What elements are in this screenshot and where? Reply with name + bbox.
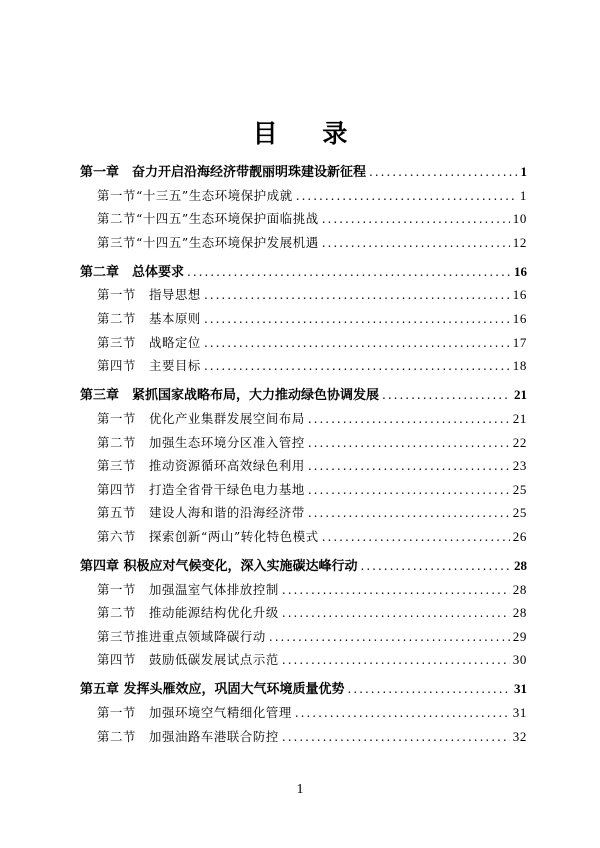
toc-entry-label: 第三节“十四五”生态环境保护发展机遇 [97,234,319,250]
dot-leader [296,185,517,209]
dot-leader [282,602,510,626]
page-title: 目 录 [252,119,366,148]
table-of-contents [80,160,527,748]
toc-section-3-1[interactable] [80,407,527,431]
toc-entry-label: 第六节 探索创新“两山”转化特色模式 [97,528,319,544]
toc-entry-label: 第三节推进重点领域降碳行动 [97,628,266,644]
toc-page-number: 10 [512,211,527,227]
toc-entry-label: 第四节 打造全省骨干绿色电力基地 [97,481,305,497]
toc-section-1-3[interactable] [80,231,527,255]
toc-chapter-4[interactable] [80,554,527,578]
dot-leader [269,626,510,650]
toc-section-2-4[interactable] [80,354,527,378]
toc-section-4-3[interactable] [80,625,527,649]
toc-section-2-1[interactable] [80,283,527,307]
toc-chapter-2[interactable] [80,260,527,284]
toc-page-number: 26 [512,528,527,544]
toc-entry-label: 第二节“十四五”生态环境保护面临挑战 [97,211,319,227]
toc-section-3-6[interactable] [80,525,527,549]
dot-leader [204,332,510,356]
toc-section-5-2[interactable] [80,725,527,749]
toc-page-number: 31 [514,681,527,697]
toc-page-number: 21 [512,410,527,426]
toc-entry-label: 第一节 加强环境空气精细化管理 [97,705,292,721]
toc-page-number: 32 [512,728,527,744]
toc-section-2-3[interactable] [80,331,527,355]
toc-section-3-4[interactable] [80,478,527,502]
toc-entry-label: 第三章 紧抓国家战略布局，大力推动绿色协调发展 [80,388,380,404]
toc-section-3-5[interactable] [80,501,527,525]
toc-section-4-4[interactable] [80,648,527,672]
toc-entry-label: 第三节 战略定位 [97,334,201,350]
dot-leader [308,408,510,432]
toc-page-number: 16 [512,311,527,327]
toc-page-number: 1 [520,164,527,179]
toc-entry-label: 第二节 推动能源结构优化升级 [97,605,279,621]
toc-entry-label: 第一节 指导思想 [97,287,201,303]
toc-page-number: 21 [514,387,527,403]
dot-leader [322,232,510,256]
toc-entry-label: 第二节 基本原则 [97,311,201,327]
toc-entry-label: 第二章 总体要求 [80,264,185,280]
dot-leader [382,384,511,408]
dot-leader [308,502,510,526]
toc-page-number: 17 [512,334,527,350]
toc-section-1-2[interactable] [80,207,527,231]
toc-entry-label: 第三节 推动资源循环高效绿色利用 [97,458,305,474]
toc-entry-label: 第四节 鼓励低碳发展试点示范 [97,652,279,668]
toc-page-number: 16 [514,263,527,279]
toc-page-number: 28 [512,581,527,597]
toc-page-number: 31 [512,705,527,721]
dot-leader [295,702,510,726]
dot-leader [322,208,510,232]
toc-page-number: 23 [512,458,527,474]
toc-section-5-1[interactable] [80,701,527,725]
toc-chapter-5[interactable] [80,677,527,701]
toc-entry-label: 第一节 加强温室气体排放控制 [97,581,279,597]
dot-leader [282,579,510,603]
toc-page-number: 28 [512,605,527,621]
toc-entry-label: 第五章 发挥头雁效应，巩固大气环境质量优势 [80,682,345,698]
toc-entry-label: 第一章 奋力开启沿海经济带靓丽明珠建设新征程 [80,165,367,180]
dot-leader [282,649,510,673]
toc-section-2-2[interactable] [80,307,527,331]
dot-leader [369,161,517,185]
toc-entry-label: 第一节“十三五”生态环境保护成就 [97,187,293,203]
toc-section-4-2[interactable] [80,601,527,625]
dot-leader [308,479,510,503]
toc-entry-label: 第二节 加强生态环境分区准入管控 [97,434,305,450]
toc-section-3-3[interactable] [80,454,527,478]
toc-page-number: 28 [514,558,527,573]
toc-entry-label: 第四章 积极应对气候变化，深入实施碳达峰行动 [80,559,358,574]
dot-leader [308,455,510,479]
toc-page-number: 12 [512,234,527,250]
toc-page-number: 25 [512,481,527,497]
page-number: 1 [296,782,304,797]
toc-section-4-1[interactable] [80,578,527,602]
toc-entry-label: 第五节 建设人海和谐的沿海经济带 [97,505,305,521]
toc-section-3-2[interactable] [80,431,527,455]
toc-page-number: 25 [512,505,527,521]
toc-page-number: 16 [512,287,527,303]
toc-page-number: 18 [512,358,527,374]
toc-page-number: 1 [519,187,527,203]
dot-leader [204,355,510,379]
dot-leader [187,261,511,285]
dot-leader [282,726,510,750]
dot-leader [348,678,511,702]
toc-page-number: 29 [512,628,527,644]
toc-chapter-3[interactable] [80,383,527,407]
toc-entry-label: 第二节 加强油路车港联合防控 [97,728,279,744]
toc-page-number: 30 [512,652,527,668]
dot-leader [204,308,510,332]
dot-leader [361,555,511,579]
toc-section-1-1[interactable] [80,184,527,208]
toc-entry-label: 第四节 主要目标 [97,358,201,374]
toc-page-number: 22 [512,434,527,450]
dot-leader [322,526,510,550]
toc-entry-label: 第一节 优化产业集群发展空间布局 [97,410,305,426]
toc-chapter-1[interactable] [80,160,527,184]
dot-leader [308,432,510,456]
dot-leader [204,284,510,308]
